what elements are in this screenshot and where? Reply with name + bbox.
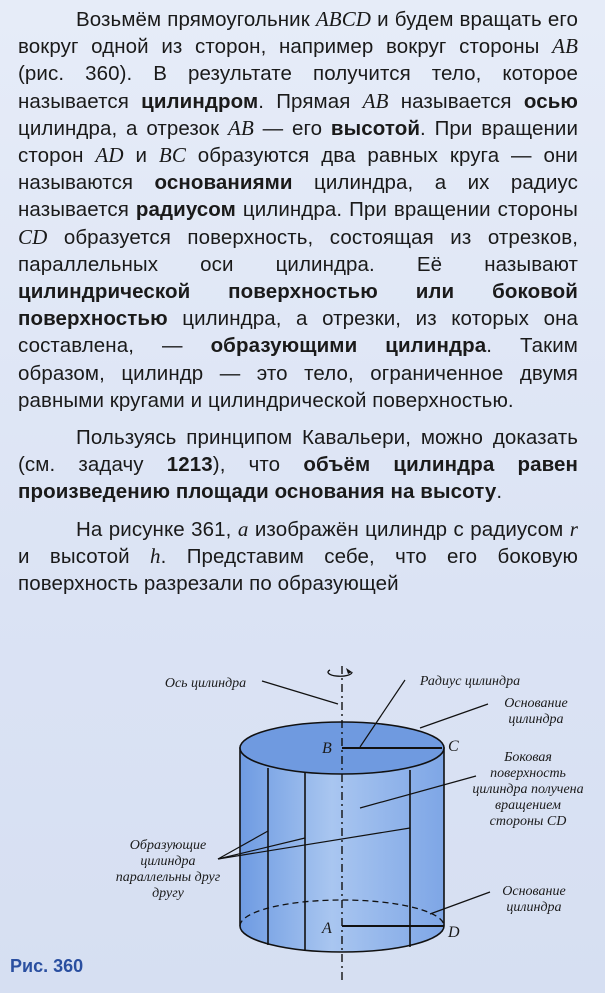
figure-caption: Рис. 360 xyxy=(10,956,84,976)
math-abcd: ABCD xyxy=(315,7,372,31)
label-lateral-surface: Боковая поверхность цилиндра получена вращением стороны CD xyxy=(472,750,584,829)
math-r: r xyxy=(569,516,578,541)
point-b: B xyxy=(322,740,332,757)
term-cylinder: цилиндром xyxy=(141,89,259,113)
text-run: (рис. 360). В результате получится тело, которое называется xyxy=(18,62,578,113)
task-reference: 1213 xyxy=(166,453,213,477)
text-run: . Прямая xyxy=(258,89,363,113)
text-run: образуются два равных круга — они называются xyxy=(18,144,578,195)
term-radius: радиусом xyxy=(135,198,236,222)
text-run: . Таким образом, цилиндр — это тело, ограниченное двумя равными кругами и цилиндрической поверхностью. xyxy=(18,334,578,412)
paragraph-volume xyxy=(18,424,578,506)
label-base-bottom: Основание цилиндра xyxy=(502,884,566,915)
math-ab: AB xyxy=(228,115,254,140)
paragraph-figure-361 xyxy=(18,516,578,598)
math-cd: CD xyxy=(18,224,48,249)
math-bc: BC xyxy=(158,143,186,168)
cylinder-figure xyxy=(0,658,605,988)
text-run: цилиндра. При вращении стороны xyxy=(235,198,578,222)
text-run: и будем вращать его вокруг одной из сторон, например вокруг стороны xyxy=(18,8,578,59)
term-height: высотой xyxy=(330,116,421,140)
math-ab: AB xyxy=(362,88,389,113)
text-run: образуется поверхность, состоящая из отрезков, параллельных оси цилиндра. Её называют xyxy=(18,225,578,276)
math-a: а xyxy=(237,516,249,541)
point-c: C xyxy=(448,738,459,755)
term-bases: основаниями xyxy=(154,171,293,195)
label-base-top: Основание цилиндра xyxy=(504,696,568,727)
term-generators: образующими цилиндра xyxy=(210,334,487,358)
label-radius: Радиус цилиндра xyxy=(419,674,521,689)
text-run: На рисунке 361, xyxy=(76,517,238,541)
text-run: — его xyxy=(253,116,331,140)
term-axis: осью xyxy=(523,89,579,113)
text-run: . Представим себе, что его боковую поверхность разрезали по образующей xyxy=(18,544,578,596)
point-a: A xyxy=(322,920,332,937)
math-ab: AB xyxy=(552,34,578,59)
point-d: D xyxy=(448,924,460,941)
text-run: изображён цилиндр с радиусом xyxy=(248,517,570,541)
text-run: цилиндра, а их радиус называется xyxy=(18,171,578,222)
label-generators: Образующие цилиндра параллельны друг другу xyxy=(115,838,221,901)
text-run: цилиндра, а отрезки, из которых она составлена, — xyxy=(18,307,578,358)
body-text xyxy=(18,6,578,597)
term-lateral-surface: цилиндрической поверхностью или боковой поверхностью xyxy=(18,280,578,331)
label-axis: Ось цилиндра xyxy=(164,676,247,691)
text-run: ), что xyxy=(212,453,304,477)
text-run: . При вращении сторон xyxy=(18,116,578,168)
math-h: h xyxy=(149,543,161,568)
paragraph-cylinder-definition xyxy=(18,6,578,414)
term-volume-rule: объём цилиндра равен произведению площади основания на высоту xyxy=(18,453,578,504)
text-run: и xyxy=(123,144,159,168)
text-run: называется xyxy=(388,89,524,113)
text-run: . xyxy=(496,480,503,504)
text-run: Возьмём прямоугольник xyxy=(76,8,316,31)
text-run: цилиндра, а отрезок xyxy=(18,116,229,140)
text-run: Пользуясь принципом Кавальери, можно доказать (см. задачу xyxy=(18,426,578,477)
text-run: и высотой xyxy=(18,544,150,568)
math-ad: AD xyxy=(95,143,124,168)
